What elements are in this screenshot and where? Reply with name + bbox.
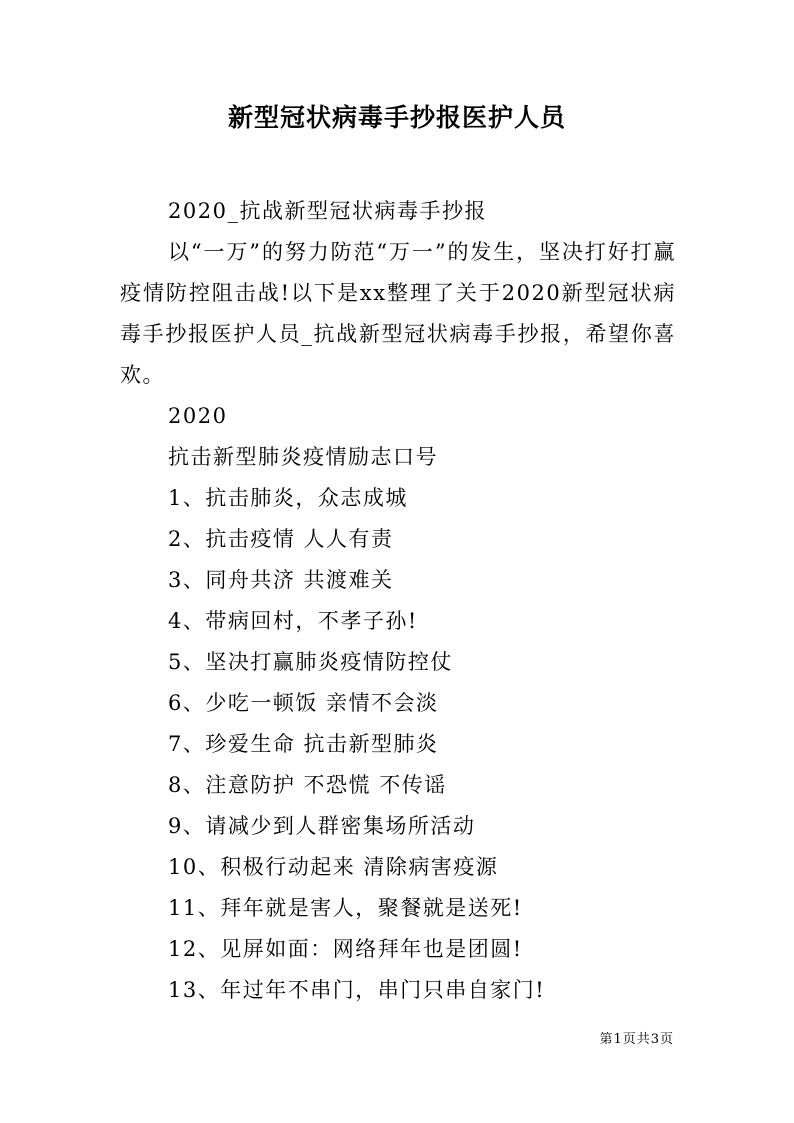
document-body <box>120 191 676 1011</box>
slogan-item: 11、拜年就是害人，聚餐就是送死! <box>168 896 523 920</box>
page-number: 第1页共3页 <box>599 1032 674 1047</box>
document-title: 新型冠状病毒手抄报医护人员 <box>227 103 566 132</box>
slogan-item: 4、带病回村，不孝子孙! <box>168 609 418 633</box>
intro-paragraph: 以“一万”的努力防范“万一”的发生，坚决打好打赢疫情防控阻击战!以下是xx整理了关于2020新型冠状病毒手抄报医护人员_抗战新型冠状病毒手抄报，希望你喜欢。 <box>120 240 676 387</box>
slogan-item: 10、积极行动起来 清除病害疫源 <box>168 855 499 879</box>
subheading: 2020_抗战新型冠状病毒手抄报 <box>168 199 487 223</box>
slogan-item: 12、见屏如面：网络拜年也是团圆! <box>168 937 523 961</box>
slogan-item: 3、同舟共济 共渡难关 <box>168 568 394 592</box>
slogan-list <box>120 478 676 1011</box>
slogan-item: 8、注意防护 不恐慌 不传谣 <box>168 773 447 797</box>
slogan-item: 7、珍爱生命 抗击新型肺炎 <box>168 732 439 756</box>
section-heading: 抗击新型肺炎疫情励志口号 <box>168 445 438 469</box>
year-line: 2020 <box>168 404 228 428</box>
slogan-item: 5、坚决打赢肺炎疫情防控仗 <box>168 650 453 674</box>
slogan-item: 2、抗击疫情 人人有责 <box>168 527 394 551</box>
slogan-item: 9、请减少到人群密集场所活动 <box>168 814 476 838</box>
slogan-item: 13、年过年不串门，串门只串自家门! <box>168 978 546 1002</box>
slogan-item: 6、少吃一顿饭 亲情不会淡 <box>168 691 439 715</box>
slogan-item: 1、抗击肺炎，众志成城 <box>168 486 408 510</box>
